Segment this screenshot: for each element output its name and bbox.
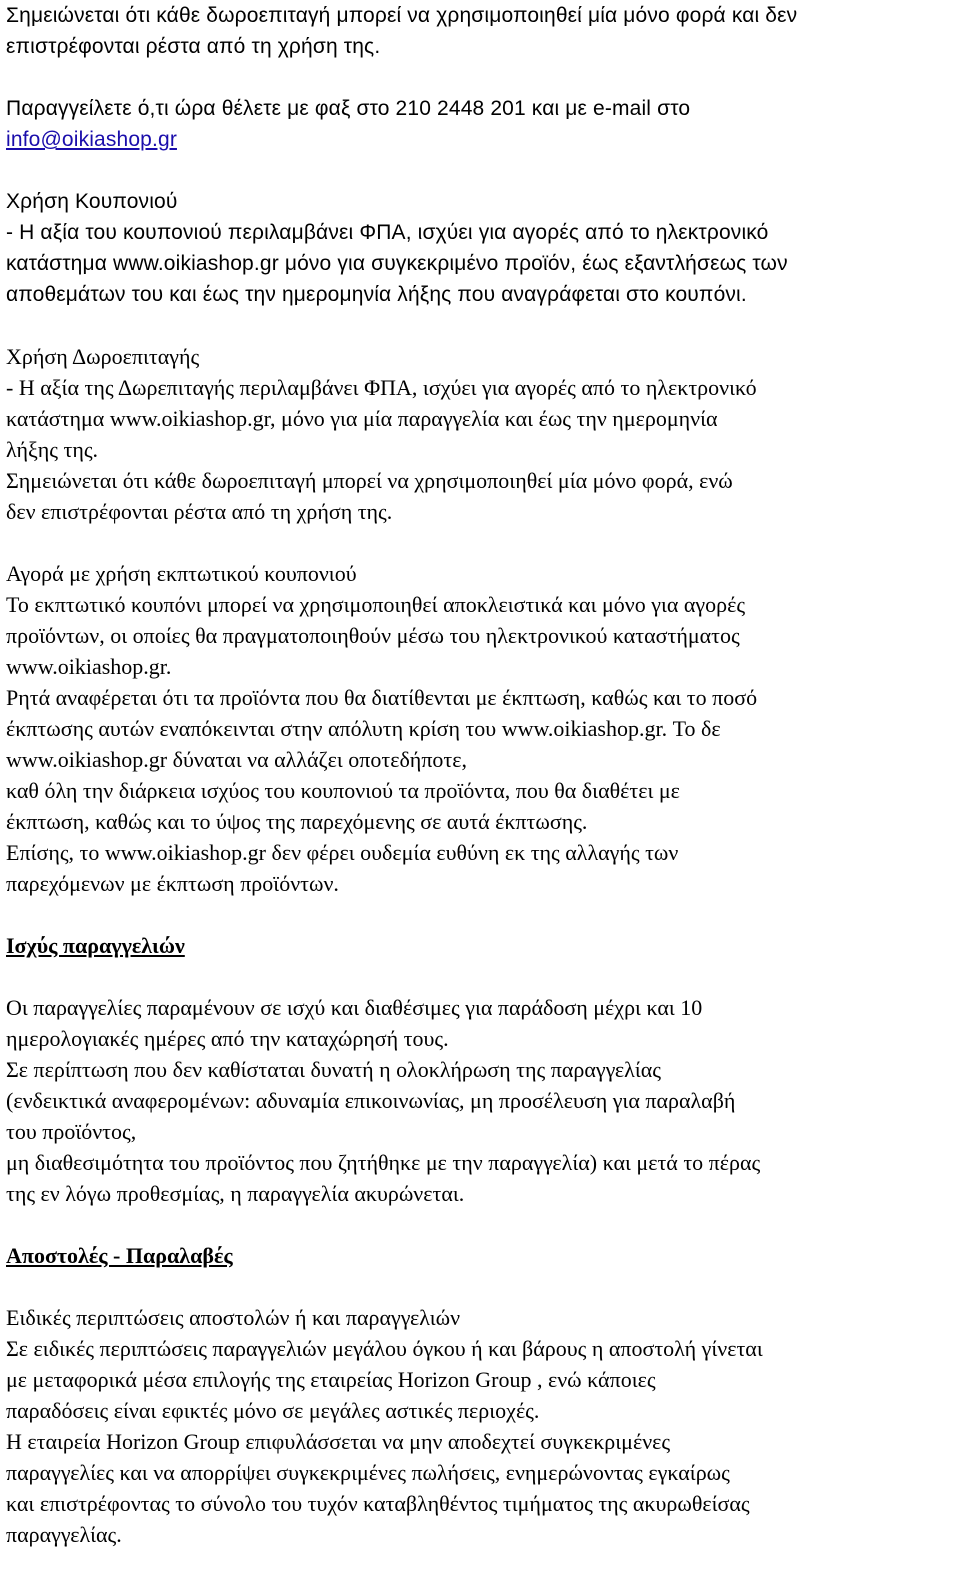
shipping-line: Η εταιρεία Horizon Group επιφυλάσσεται να μην αποδεχτεί συγκεκριμένες [6,1429,671,1454]
order-validity-line: της εν λόγω προθεσμίας, η παραγγελία ακυρώνεται. [6,1181,465,1206]
shipping-line: Ειδικές περιπτώσεις αποστολών ή και παραγγελιών [6,1305,461,1330]
coupon-use-line: - Η αξία του κουπονιού περιλαμβάνει ΦΠΑ, ισχύει για αγορές από το ηλεκτρονικό [6,221,769,244]
discount-coupon-line: www.oikiashop.gr. [6,654,172,679]
discount-coupon-line: Επίσης, το www.oikiashop.gr δεν φέρει ουδεμία ευθύνη εκ της αλλαγής των [6,840,679,865]
order-validity-line: Οι παραγγελίες παραμένουν σε ισχύ και διαθέσιμες για παράδοση μέχρι και 10 [6,995,703,1020]
shipping-heading: Αποστολές - Παραλαβές [6,1243,233,1268]
discount-coupon-line: έκπτωση, καθώς και το ύψος της παρεχόμενης σε αυτά έκπτωσης. [6,809,588,834]
intro-line: επιστρέφονται ρέστα από τη χρήση της. [6,35,381,58]
shipping-line: παραδόσεις είναι εφικτές μόνο σε μεγάλες αστικές περιοχές. [6,1398,540,1423]
discount-coupon-line: καθ όλη την διάρκεια ισχύος του κουπονιού τα προϊόντα, που θα διαθέτει με [6,778,680,803]
coupon-use-title: Χρήση Κουπονιού [6,190,178,213]
order-contact-line: Παραγγείλετε ό,τι ώρα θέλετε με φαξ στο 210 2448 201 και με e-mail στο [6,97,691,120]
voucher-use-line: κατάστημα www.oikiashop.gr, μόνο για μία παραγγελία και έως την ημερομηνία [6,406,718,431]
document-page [6,0,950,1550]
shipping-line: παραγγελίες και να απορρίψει συγκεκριμένες πωλήσεις, ενημερώνοντας εγκαίρως [6,1460,730,1485]
discount-coupon-line: προϊόντων, οι οποίες θα πραγματοποιηθούν μέσω του ηλεκτρονικού καταστήματος [6,623,740,648]
voucher-use-line: - Η αξία της Δωρεπιταγής περιλαμβάνει ΦΠΑ, ισχύει για αγορές από το ηλεκτρονικό [6,375,757,400]
discount-coupon-line: Το εκπτωτικό κουπόνι μπορεί να χρησιμοποιηθεί αποκλειστικά και μόνο για αγορές [6,592,746,617]
intro-section [6,0,950,341]
discount-coupon-line: έκπτωσης αυτών εναπόκεινται στην απόλυτη κρίση του www.oikiashop.gr. Το δε [6,716,721,741]
order-validity-line: του προϊόντος, [6,1119,137,1144]
body-section [6,341,950,1550]
voucher-use-line: Σημειώνεται ότι κάθε δωροεπιταγή μπορεί να χρησιμοποιηθεί μία μόνο φορά, ενώ [6,468,733,493]
shipping-line: παραγγελίας. [6,1522,122,1547]
shipping-line: Σε ειδικές περιπτώσεις παραγγελιών μεγάλου όγκου ή και βάρους η αποστολή γίνεται [6,1336,763,1361]
order-validity-line: (ενδεικτικά αναφερομένων: αδυναμία επικοινωνίας, μη προσέλευση για παραλαβή [6,1088,736,1113]
voucher-use-line: λήξης της. [6,437,99,462]
order-validity-line: Σε περίπτωση που δεν καθίσταται δυνατή η ολοκλήρωση της παραγγελίας [6,1057,661,1082]
voucher-use-title: Χρήση Δωροεπιταγής [6,344,200,369]
intro-line: Σημειώνεται ότι κάθε δωροεπιταγή μπορεί να χρησιμοποιηθεί μία μόνο φορά και δεν [6,4,798,27]
shipping-line: και επιστρέφοντας το σύνολο του τυχόν καταβληθέντος τιμήματος της ακυρωθείσας [6,1491,750,1516]
discount-coupon-line: www.oikiashop.gr δύναται να αλλάζει οποτεδήποτε, [6,747,468,772]
discount-coupon-line: Ρητά αναφέρεται ότι τα προϊόντα που θα διατίθενται με έκπτωση, καθώς και το ποσό [6,685,758,710]
discount-coupon-line: παρεχόμενων με έκπτωση προϊόντων. [6,871,339,896]
voucher-use-line: δεν επιστρέφονται ρέστα από τη χρήση της. [6,499,393,524]
shipping-line: με μεταφορικά μέσα επιλογής της εταιρείας Horizon Group , ενώ κάποιες [6,1367,656,1392]
discount-coupon-title: Αγορά με χρήση εκπτωτικού κουπονιού [6,561,357,586]
coupon-use-line: αποθεμάτων του και έως την ημερομηνία λήξης που αναγράφεται στο κουπόνι. [6,283,747,306]
order-validity-line: ημερολογιακές ημέρες από την καταχώρησή τους. [6,1026,449,1051]
order-validity-heading: Ισχύς παραγγελιών [6,933,185,958]
email-link[interactable]: info@oikiashop.gr [6,128,177,151]
order-validity-line: μη διαθεσιμότητα του προϊόντος που ζητήθηκε με την παραγγελία) και μετά το πέρας [6,1150,761,1175]
coupon-use-line: κατάστημα www.oikiashop.gr μόνο για συγκεκριμένο προϊόν, έως εξαντλήσεως των [6,252,788,275]
